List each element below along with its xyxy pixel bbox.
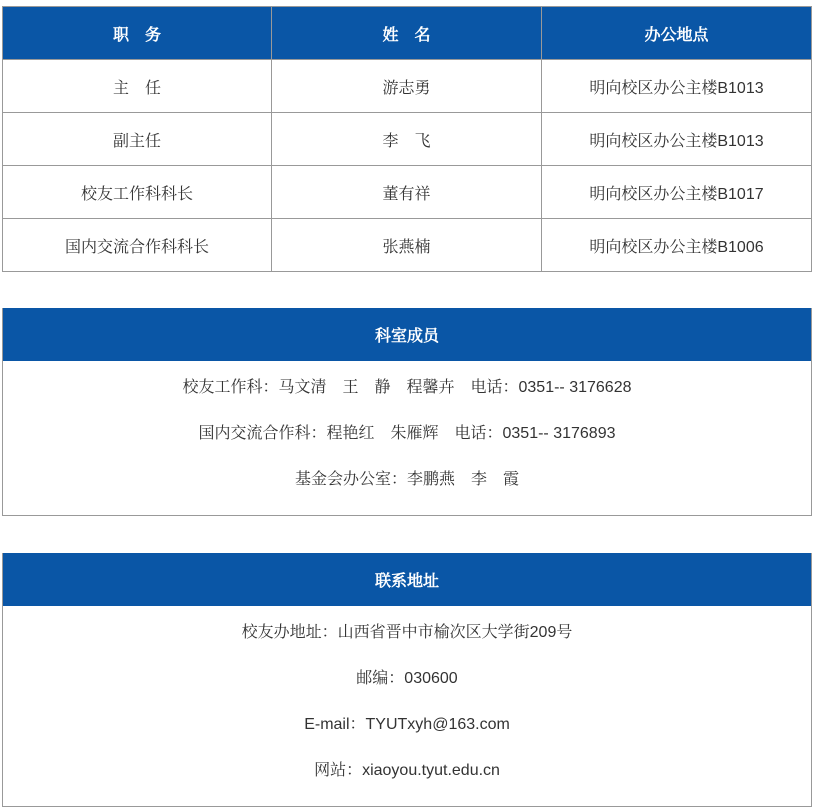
- cell-office: 明向校区办公主楼B1017: [542, 166, 812, 219]
- contact-title: 联系地址: [3, 553, 811, 606]
- cell-name: 张燕楠: [272, 219, 542, 272]
- cell-position: 校友工作科科长: [3, 166, 272, 219]
- cell-name: 董有祥: [272, 166, 542, 219]
- members-panel: [2, 308, 812, 516]
- contact-website: 网站：xiaoyou.tyut.edu.cn: [314, 762, 500, 779]
- members-line: 校友工作科：马文清 王 静 程馨卉 电话：0351-- 3176628: [182, 379, 632, 396]
- cell-office: 明向校区办公主楼B1013: [542, 60, 812, 113]
- cell-position: 主 任: [3, 60, 272, 113]
- header-position: 职 务: [3, 7, 272, 60]
- members-title: 科室成员: [3, 308, 811, 361]
- cell-office: 明向校区办公主楼B1006: [542, 219, 812, 272]
- header-office: 办公地点: [542, 7, 812, 60]
- members-list: [3, 361, 811, 515]
- contact-list: [3, 606, 811, 806]
- cell-office: 明向校区办公主楼B1013: [542, 113, 812, 166]
- cell-position: 国内交流合作科科长: [3, 219, 272, 272]
- members-line: 基金会办公室：李鹏燕 李 霞: [294, 471, 519, 488]
- contact-panel: [2, 553, 812, 807]
- members-line: 国内交流合作科：程艳红 朱雁辉 电话：0351-- 3176893: [198, 425, 616, 442]
- contact-postcode: 邮编：030600: [356, 670, 458, 687]
- cell-name: 李 飞: [272, 113, 542, 166]
- staff-table: [2, 6, 812, 272]
- cell-position: 副主任: [3, 113, 272, 166]
- header-name: 姓 名: [272, 7, 542, 60]
- cell-name: 游志勇: [272, 60, 542, 113]
- contact-address: 校友办地址：山西省晋中市榆次区大学街209号: [241, 624, 573, 641]
- contact-email: E-mail：TYUTxyh@163.com: [304, 716, 510, 733]
